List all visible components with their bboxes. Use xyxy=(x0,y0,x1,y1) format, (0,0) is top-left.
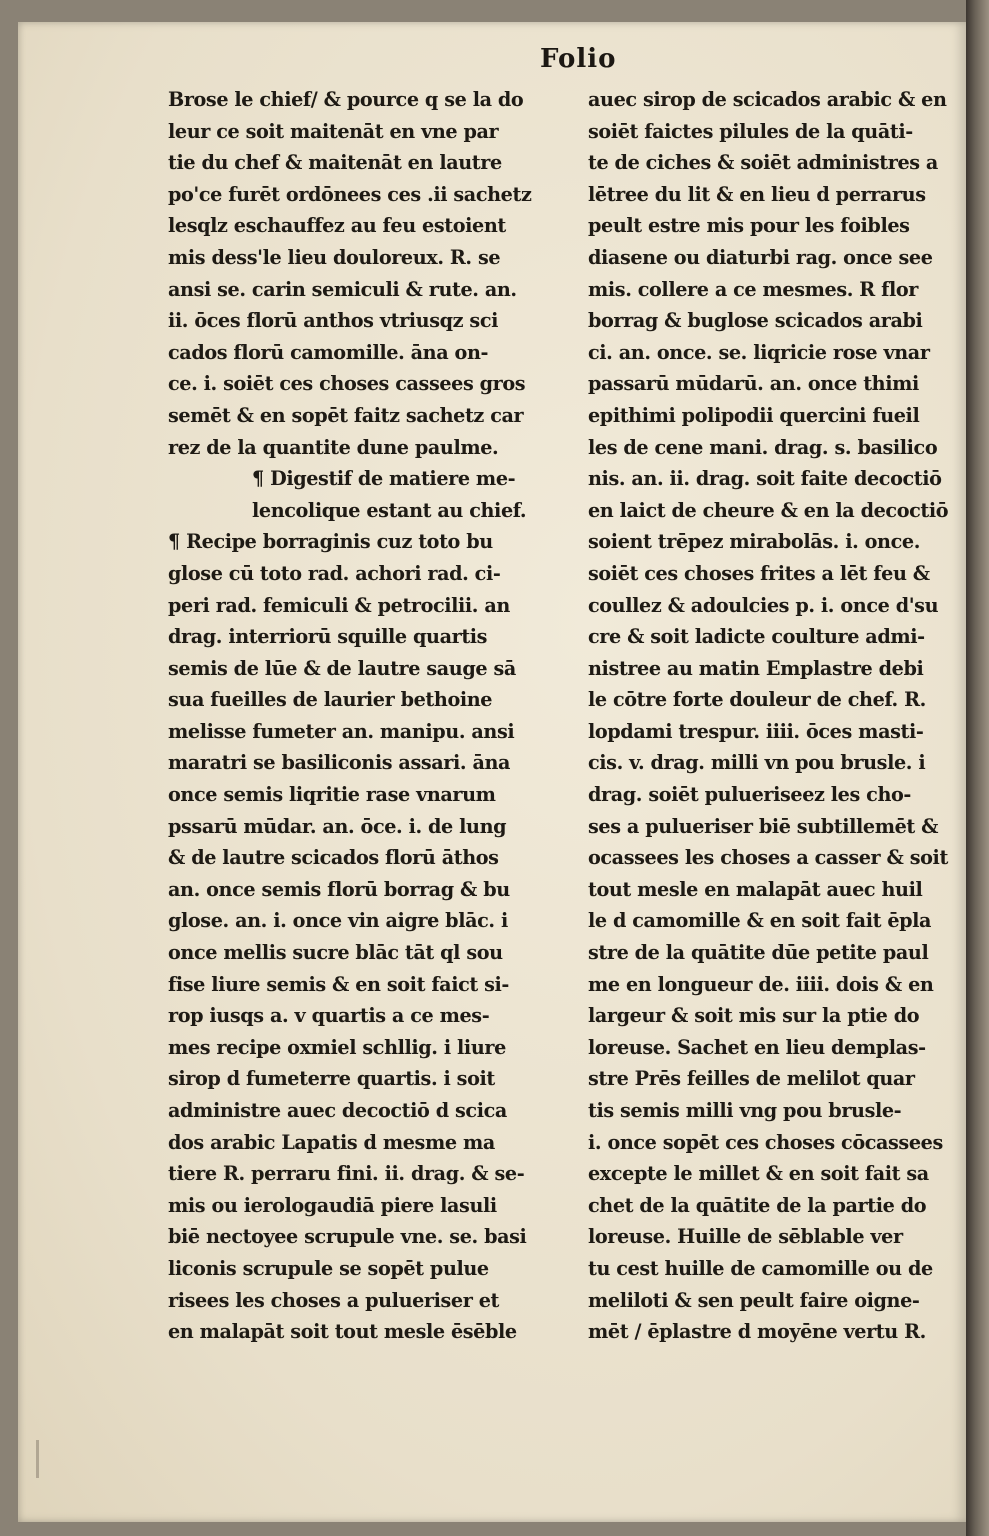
text-line: tiere R. perraru fini. ii. drag. & se- xyxy=(168,1162,525,1186)
text-line: rez de la quantite dune paulme. xyxy=(168,435,499,459)
text-line: biē nectoyee scrupule vne. se. basi xyxy=(168,1225,527,1249)
text-line: i. once sopēt ces choses cōcassees xyxy=(588,1130,943,1154)
text-line: cre & soit ladicte coulture admi- xyxy=(588,625,925,649)
text-line: soiēt ces choses frites a lēt feu & xyxy=(588,561,930,585)
text-line: glose cū toto rad. achori rad. ci- xyxy=(168,561,501,585)
text-line: once mellis sucre blāc tāt ql sou xyxy=(168,941,503,965)
text-line: en laict de cheure & en la decoctiō xyxy=(588,498,949,522)
text-line: coullez & adoulcies p. i. once d'su xyxy=(588,593,939,617)
margin-mark xyxy=(36,1440,39,1478)
text-line: pssarū mūdar. an. ōce. i. de lung xyxy=(168,814,507,838)
text-line: loreuse. Sachet en lieu demplas- xyxy=(588,1035,926,1059)
text-line: cados florū camomille. āna on- xyxy=(168,340,489,364)
text-line: excepte le millet & en soit fait sa xyxy=(588,1162,929,1186)
text-line: lopdami trespur. iiii. ōces masti- xyxy=(588,719,924,743)
text-line: diasene ou diaturbi rag. once see xyxy=(588,245,933,269)
text-line: mis dess'le lieu douloreux. R. se xyxy=(168,245,501,269)
text-line: dos arabic Lapatis d mesme ma xyxy=(168,1130,495,1154)
text-line: ocassees les choses a casser & soit xyxy=(588,846,948,870)
text-line: sirop d fumeterre quartis. i soit xyxy=(168,1067,495,1091)
text-line: risees les choses a pulueriser et xyxy=(168,1288,499,1312)
text-line: tis semis milli vng pou brusle- xyxy=(588,1099,902,1122)
text-line: tie du chef & maitenāt en lautre xyxy=(168,151,502,175)
text-line: te de ciches & soiēt administres a xyxy=(588,151,938,175)
text-line: le d camomille & en soit fait ēpla xyxy=(588,909,932,933)
text-line: peult estre mis pour les foibles xyxy=(588,214,910,238)
text-line: drag. soiēt pulueriseez les cho- xyxy=(588,783,911,807)
text-line: borrag & buglose scicados arabi xyxy=(588,309,923,333)
text-line: ¶ Recipe borraginis cuz toto bu xyxy=(168,530,493,554)
text-line: semēt & en sopēt faitz sachetz car xyxy=(168,403,524,427)
text-line: ii. ōces florū anthos vtriusqz sci xyxy=(168,309,498,333)
text-line: lesqlz eschauffez au feu estoient xyxy=(168,214,506,238)
text-line: le cōtre forte douleur de chef. R. xyxy=(588,688,926,712)
text-line: loreuse. Huille de sēblable ver xyxy=(588,1225,903,1249)
text-line: mis ou ierologaudiā piere lasuli xyxy=(168,1193,497,1217)
text-line: nis. an. ii. drag. soit faite decoctiō xyxy=(588,467,942,491)
text-line: ce. i. soiēt ces choses cassees gros xyxy=(168,372,526,396)
text-line: melisse fumeter an. manipu. ansi xyxy=(168,719,515,743)
text-line: soiēt faictes pilules de la quāti- xyxy=(588,119,913,143)
text-line: an. once semis florū borrag & bu xyxy=(168,877,510,901)
text-line: drag. interriorū squille quartis xyxy=(168,625,488,649)
folio-header: Folio xyxy=(540,44,617,74)
text-line: liconis scrupule se sopēt pulue xyxy=(168,1256,489,1280)
text-line: ¶ Digestif de matiere me- xyxy=(252,467,516,491)
book-edge xyxy=(966,0,989,1536)
text-line: en malapāt soit tout mesle ēsēble xyxy=(168,1320,517,1344)
text-line: tu cest huille de camomille ou de xyxy=(588,1256,933,1280)
text-line: meliloti & sen peult faire oigne- xyxy=(588,1288,920,1312)
text-line: ci. an. once. se. liqricie rose vnar xyxy=(588,340,930,364)
text-line: stre Prēs feilles de melilot quar xyxy=(588,1067,915,1091)
text-line: lētree du lit & en lieu d perrarus xyxy=(588,182,926,206)
text-line: once semis liqritie rase vnarum xyxy=(168,783,496,807)
text-line: largeur & soit mis sur la ptie do xyxy=(588,1004,920,1028)
text-line: nistree au matin Emplastre debi xyxy=(588,656,924,680)
text-line: semis de lūe & de lautre sauge sā xyxy=(168,656,516,680)
text-line: auec sirop de scicados arabic & en xyxy=(588,88,947,111)
text-line: epithimi polipodii quercini fueil xyxy=(588,403,920,427)
text-line: chet de la quātite de la partie do xyxy=(588,1193,927,1217)
text-line: passarū mūdarū. an. once thimi xyxy=(588,372,919,396)
text-line: glose. an. i. once vin aigre blāc. i xyxy=(168,909,508,933)
text-line: stre de la quātite dūe petite paul xyxy=(588,941,929,965)
text-line: leur ce soit maitenāt en vne par xyxy=(168,119,499,143)
right-column xyxy=(588,84,968,1348)
text-line: fise liure semis & en soit faict si- xyxy=(168,972,509,996)
text-line: me en longueur de. iiii. dois & en xyxy=(588,972,934,996)
text-line: po'ce furēt ordōnees ces .ii sachetz xyxy=(168,182,532,206)
text-line: rop iusqs a. v quartis a ce mes- xyxy=(168,1004,490,1028)
text-line: mes recipe oxmiel schllig. i liure xyxy=(168,1035,506,1059)
text-line: ansi se. carin semiculi & rute. an. xyxy=(168,277,517,301)
text-line: mēt / ēplastre d moyēne vertu R. xyxy=(588,1320,926,1344)
text-line: cis. v. drag. milli vn pou brusle. i xyxy=(588,751,926,775)
text-line: maratri se basiliconis assari. āna xyxy=(168,751,511,775)
text-line: administre auec decoctiō d scica xyxy=(168,1099,507,1122)
text-line: Brose le chief/ & pource q se la do xyxy=(168,88,524,111)
text-line: lencolique estant au chief. xyxy=(252,498,527,522)
text-line: ses a pulueriser biē subtillemēt & xyxy=(588,814,939,838)
left-column xyxy=(168,84,578,1348)
text-line: mis. collere a ce mesmes. R flor xyxy=(588,277,918,301)
text-line: sua fueilles de laurier bethoine xyxy=(168,688,493,712)
text-line: & de lautre scicados florū āthos xyxy=(168,846,499,870)
text-line: peri rad. femiculi & petrocilii. an xyxy=(168,593,510,617)
text-line: soient trēpez mirabolās. i. once. xyxy=(588,530,920,554)
text-line: les de cene mani. drag. s. basilico xyxy=(588,435,938,459)
text-line: tout mesle en malapāt auec huil xyxy=(588,877,923,901)
